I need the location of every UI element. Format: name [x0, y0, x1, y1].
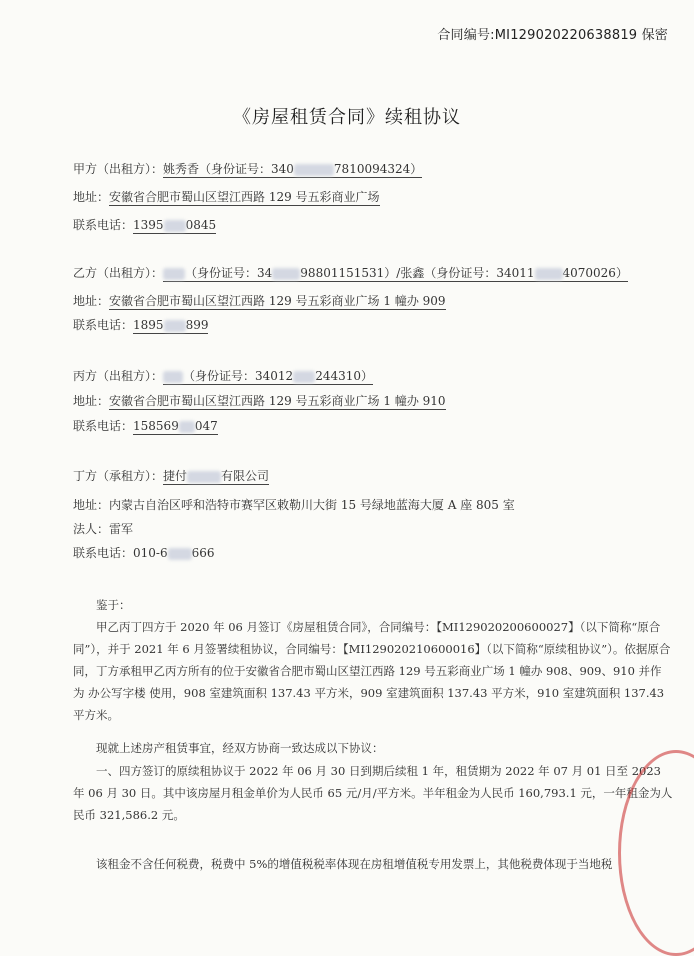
- paragraph-agreement: 现就上述房产租赁事宜，经双方协商一致达成以下协议：: [96, 741, 384, 755]
- party-d-representative: 法人：雷军: [73, 522, 134, 536]
- document-title: 《房屋租赁合同》续租协议: [233, 107, 461, 128]
- redaction: [272, 268, 300, 280]
- party-d-line: 丁方（承租方）：捷付 有限公司: [73, 469, 270, 483]
- party-d-address: 地址：内蒙古自治区呼和浩特市赛罕区敕勒川大街 15 号绿地蓝海大厦 A 座 805 室: [73, 498, 515, 512]
- party-b-line: 乙方（出租方）： （身份证号：34 98801151531）/张鑫（身份证号：34011 4070026）: [73, 266, 628, 280]
- redaction: [187, 471, 221, 483]
- party-c-address: 地址：安徽省合肥市蜀山区望江西路 129 号五彩商业广场 1 幢办 910: [73, 394, 446, 408]
- party-c-line: 丙方（出租方）： （身份证号：34012 244310）: [73, 369, 374, 383]
- redaction: [164, 320, 186, 332]
- redaction: [163, 371, 183, 383]
- party-a-address: 地址：安徽省合肥市蜀山区望江西路 129 号五彩商业广场: [73, 190, 380, 204]
- paragraph-renewal-terms: 一、四方签订的原续租协议于 2022 年 06 月 30 日到期后续租 1 年，租赁期为 2022 年 07 月 01 日至 2023 年 06 月 30 日。其中该房屋月租金单价为人民币 65 元/月/平方米。半年租金为人民币 160,793.1 元，一年租金为人民币 321,586.2 元。: [73, 764, 673, 822]
- contract-number: 合同编号:MI129020220638819 保密: [437, 28, 668, 43]
- redaction: [294, 164, 334, 176]
- party-a-line: 甲方（出租方）：姚秀香（身份证号：340 7810094324）: [73, 162, 423, 176]
- party-c-phone: 联系电话：158569 047: [73, 419, 218, 433]
- party-b-phone: 联系电话：1895 899: [73, 318, 209, 332]
- party-b-address: 地址：安徽省合肥市蜀山区望江西路 129 号五彩商业广场 1 幢办 909: [73, 294, 446, 308]
- redaction: [168, 548, 192, 560]
- intro-text: 鉴于：: [96, 598, 131, 612]
- paragraph-background: 甲乙丙丁四方于 2020 年 06 月签订《房屋租赁合同》，合同编号：【MI129020200600027】（以下简称“原合同”），并于 2021 年 6 月签署续租协议，合同编号：【MI129020210600016】（以下简称“原续租协议”）。依据原合同，丁方承租甲乙丙方所有的位于安徽省合肥市蜀山区望江西路 129 号五彩商业广场 1 幢办 908、909、910 并作为 办公写字楼 使用，908 室建筑面积 137.43 平方米，909 室建筑面积 137.43 平方米，910 室建筑面积 137.43 平方米。: [73, 620, 671, 722]
- redaction: [179, 421, 195, 433]
- paragraph-taxes: 该租金不含任何税费，税费中 5%的增值税税率体现在房租增值税专用发票上，其他税费体现于当地税: [96, 857, 613, 871]
- redaction: [163, 268, 185, 280]
- redaction: [293, 371, 315, 383]
- redaction: [535, 268, 563, 280]
- redaction: [164, 220, 186, 232]
- party-a-phone: 联系电话：1395 0845: [73, 218, 217, 232]
- party-d-phone: 联系电话：010-6 666: [73, 546, 215, 560]
